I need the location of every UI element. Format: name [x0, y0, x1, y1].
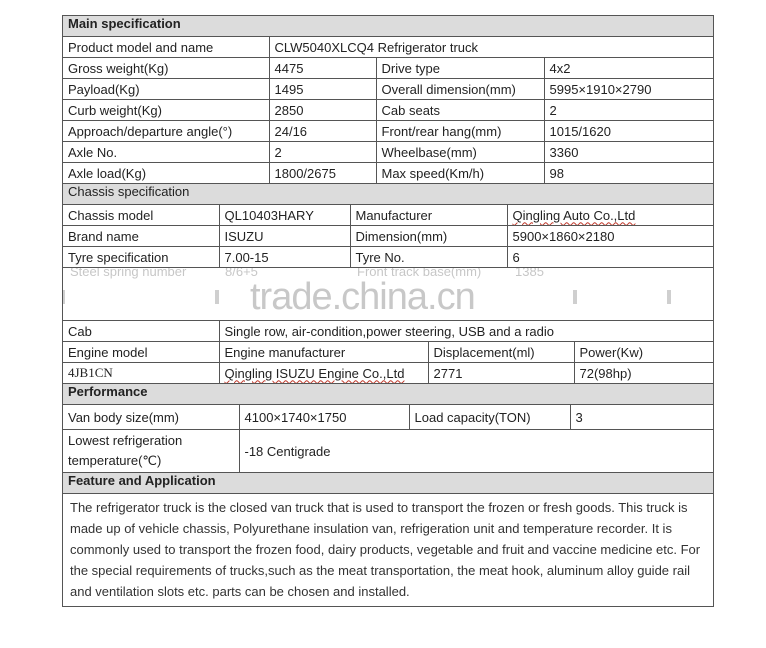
product-value: CLW5040XLCQ4 Refrigerator truck [269, 37, 713, 58]
temperature-value: -18 Centigrade [239, 430, 713, 473]
engine-model-value: 4JB1CN [63, 363, 219, 384]
spec-label: Overall dimension(mm) [376, 79, 544, 100]
spec-label: Tyre No. [350, 247, 507, 268]
spec-value: 2 [269, 142, 376, 163]
feature-text: The refrigerator truck is the closed van truck that is used to transport the frozen or fresh goods. This truck is made up of vehicle chassis, Polyurethane insulation van, refrigeration unit and temperature recorder. It is commonly used to transport the frozen food, dairy products, vegetable and fruit and vaccine medicine etc. For the special requirements of trucks,such as the meat transportation, the meat hook, aluminum alloy guide rail and ventilation slots etc. parts can be chosen and installed. [63, 494, 713, 607]
table-row [63, 163, 713, 184]
engine-manufacturer-header: Engine manufacturer [219, 342, 428, 363]
spec-value: 6 [507, 247, 713, 268]
spec-value: 1495 [269, 79, 376, 100]
spec-value: 3360 [544, 142, 713, 163]
temperature-label: Lowest refrigeration temperature(℃) [63, 430, 239, 473]
spec-label: Gross weight(Kg) [63, 58, 269, 79]
spec-value: Qingling Auto Co.,Ltd [507, 205, 713, 226]
spec-label: Cab seats [376, 100, 544, 121]
van-size-value: 4100×1740×1750 [239, 405, 409, 430]
spec-label: Front track base(mm) [357, 268, 482, 279]
spec-value: QL10403HARY [219, 205, 350, 226]
spec-value: 24/16 [269, 121, 376, 142]
spec-value: 2850 [269, 100, 376, 121]
spec-label: Axle No. [63, 142, 269, 163]
spec-label: Wheelbase(mm) [376, 142, 544, 163]
load-capacity-label: Load capacity(TON) [409, 405, 570, 430]
spec-value: 4475 [269, 58, 376, 79]
table-row [63, 142, 713, 163]
displacement-value: 2771 [428, 363, 574, 384]
table-row [63, 121, 713, 142]
watermark-mark [215, 290, 219, 304]
table-row [63, 58, 713, 79]
van-size-label: Van body size(mm) [63, 405, 239, 430]
product-label: Product model and name [63, 37, 269, 58]
spec-value: 5995×1910×2790 [544, 79, 713, 100]
spec-value: 5900×1860×2180 [507, 226, 713, 247]
chassis-spec-header: Chassis specification [63, 184, 713, 205]
performance-header: Performance [63, 384, 713, 405]
feature-header: Feature and Application [63, 473, 713, 494]
table-row [63, 321, 713, 342]
spec-label: Approach/departure angle(°) [63, 121, 269, 142]
spec-value: 7.00-15 [219, 247, 350, 268]
spec-label: Curb weight(Kg) [63, 100, 269, 121]
spec-label: Payload(Kg) [63, 79, 269, 100]
spec-label: Tyre specification [63, 247, 219, 268]
table-row [63, 405, 713, 430]
spec-value: 1015/1620 [544, 121, 713, 142]
table-row [63, 37, 713, 58]
spec-value: 1385 [515, 268, 544, 279]
spec-value: 4x2 [544, 58, 713, 79]
cab-value: Single row, air-condition,power steering, USB and a radio [219, 321, 713, 342]
spec-value: 98 [544, 163, 713, 184]
spec-label: Front/rear hang(mm) [376, 121, 544, 142]
table-row [63, 79, 713, 100]
table-row [63, 247, 713, 268]
spec-value: 8/6+5 [225, 268, 258, 279]
table-row [63, 205, 713, 226]
spec-label: Chassis model [63, 205, 219, 226]
spec-label: Dimension(mm) [350, 226, 507, 247]
engine-model-header: Engine model [63, 342, 219, 363]
power-header: Power(Kw) [574, 342, 713, 363]
cab-label: Cab [63, 321, 219, 342]
load-capacity-value: 3 [570, 405, 713, 430]
spec-label: Max speed(Km/h) [376, 163, 544, 184]
spec-value: 2 [544, 100, 713, 121]
watermark-mark [667, 290, 671, 304]
spec-label: Axle load(Kg) [63, 163, 269, 184]
spec-label: Steel spring number [70, 268, 187, 279]
watermark-mark [573, 290, 577, 304]
power-value: 72(98hp) [574, 363, 713, 384]
table-row [63, 342, 713, 363]
displacement-header: Displacement(ml) [428, 342, 574, 363]
spec-value: 1800/2675 [269, 163, 376, 184]
spec-label: Brand name [63, 226, 219, 247]
main-spec-table [63, 37, 713, 184]
main-spec-header: Main specification [63, 16, 713, 37]
watermark-band [63, 268, 713, 321]
watermark-mark [63, 290, 65, 304]
table-row [63, 363, 713, 384]
engine-manufacturer-value: Qingling ISUZU Engine Co.,Ltd [219, 363, 428, 384]
spec-label: Manufacturer [350, 205, 507, 226]
watermark-text: trade.china.cn [250, 276, 475, 318]
spec-label: Drive type [376, 58, 544, 79]
chassis-spec-table [63, 205, 713, 268]
spec-value: ISUZU [219, 226, 350, 247]
table-row [63, 430, 713, 473]
specification-sheet [62, 15, 714, 607]
table-row [63, 100, 713, 121]
performance-table [63, 405, 713, 473]
cab-engine-table [63, 321, 713, 384]
table-row [63, 226, 713, 247]
